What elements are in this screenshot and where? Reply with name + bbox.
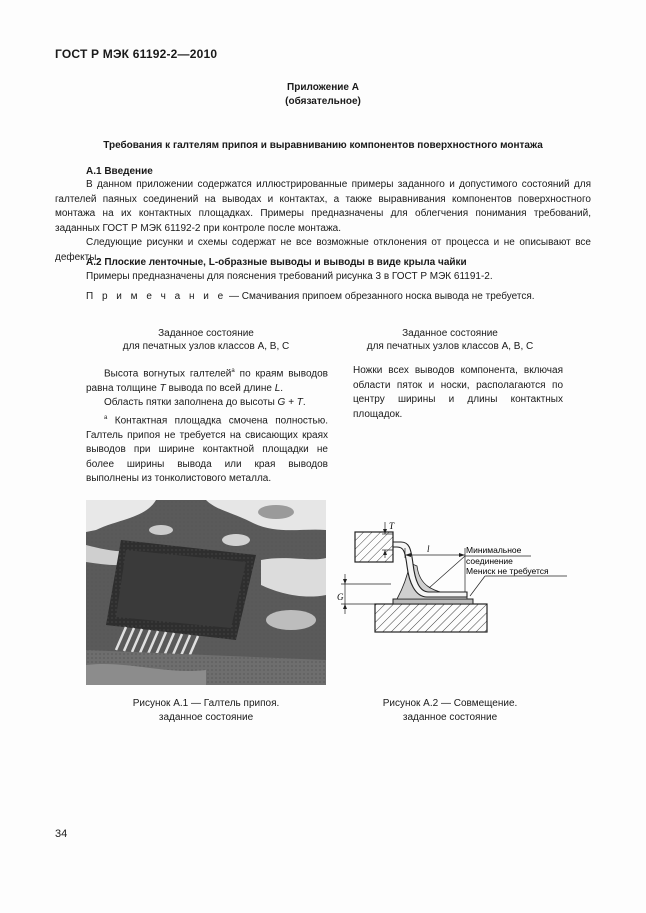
- left-heading-line1: Заданное состояние: [158, 328, 254, 339]
- appendix-title: Приложение А: [287, 82, 359, 93]
- section-a1-para2: Следующие рисунки и схемы содержат не все возможные отклонения от процесса и не описывают все дефекты.: [55, 237, 591, 263]
- figure-a2-caption-line1: Рисунок А.2 — Совмещение.: [382, 698, 518, 709]
- label-minimal-joint-1: Минимальное: [466, 545, 522, 555]
- left-para3: $^а$ Контактная площадка смочена полностью. Галтель припоя не требуется на свисающих краях выводов при ширине контактной площадки не более ширины вывода или края выводов выполнены из тонколистового металла.: [86, 414, 328, 485]
- figure-a1-caption: [86, 697, 326, 725]
- left-column-heading: [86, 327, 326, 353]
- section-a2-para1: Примеры предназначены для пояснения требований рисунка 3 в ГОСТ Р МЭК 61191-2.: [86, 271, 493, 282]
- figure-a1-photo: [86, 500, 326, 685]
- page-number: 34: [55, 828, 68, 840]
- figure-a1-caption-line1: Рисунок А.1 — Галтель припоя.: [132, 698, 280, 709]
- dimension-l-label: l: [427, 544, 430, 554]
- figure-a2-diagram: [335, 518, 585, 638]
- figure-a2-caption-line2: заданное состояние: [402, 712, 498, 723]
- left-column-text: [86, 364, 328, 487]
- component-body: [355, 532, 393, 562]
- figure-a2-caption: [330, 697, 570, 725]
- right-heading-line2: для печатных узлов классов А, В, С: [366, 341, 534, 352]
- left-heading-line2: для печатных узлов классов А, В, С: [122, 341, 290, 352]
- right-heading-line1: Заданное состояние: [402, 328, 498, 339]
- appendix-heading: Требования к галтелям припоя и выравниванию компонентов поверхностного монтажа: [103, 140, 543, 151]
- appendix-status: (обязательное): [285, 96, 361, 107]
- right-column-heading: [330, 327, 570, 353]
- note-label: П р и м е ч а н и е: [86, 291, 227, 302]
- section-a2-note: [86, 290, 591, 305]
- dimension-g-label: G: [337, 592, 344, 602]
- section-a1-heading: А.1 Введение: [86, 166, 153, 177]
- section-a2-heading: А.2 Плоские ленточные, L-образные выводы и выводы в виде крыла чайки: [86, 257, 467, 268]
- note-text: — Смачивания припоем обрезанного носка вывода не требуется.: [226, 291, 535, 302]
- label-minimal-joint-2: соединение: [466, 556, 513, 566]
- contact-pad: [393, 599, 473, 604]
- right-column-text: [353, 364, 563, 422]
- section-a1-body: [55, 178, 591, 265]
- section-a1-para1: В данном приложении содержатся иллюстрированные примеры заданного и допустимого состояний для галтелей паяных соединений на выводах и контактах, а также выравнивания компонентов поверхностного монтажа на их контактных площадках. Примеры предназначены для облегчения понимания требований, заданных ГОСТ Р МЭК 61192-2 при контроле после монтажа.: [55, 179, 591, 234]
- circuit-board: [375, 604, 487, 632]
- label-meniscus: Мениск не требуется: [466, 566, 549, 576]
- dimension-t-label: T: [389, 521, 395, 531]
- left-para1: Высота вогнутых галтелей$^а$ по краям выводов равна толщине T вывода по всей длине L.: [86, 368, 328, 394]
- standard-designation: ГОСТ Р МЭК 61192-2—2010: [55, 47, 218, 61]
- left-para2: Область пятки заполнена до высоты G + T.: [104, 397, 306, 409]
- figure-a1-caption-line2: заданное состояние: [158, 712, 254, 723]
- right-para1: Ножки всех выводов компонента, включая области пяток и носки, располагаются по центру ширины и длины контактных площадок.: [353, 365, 563, 420]
